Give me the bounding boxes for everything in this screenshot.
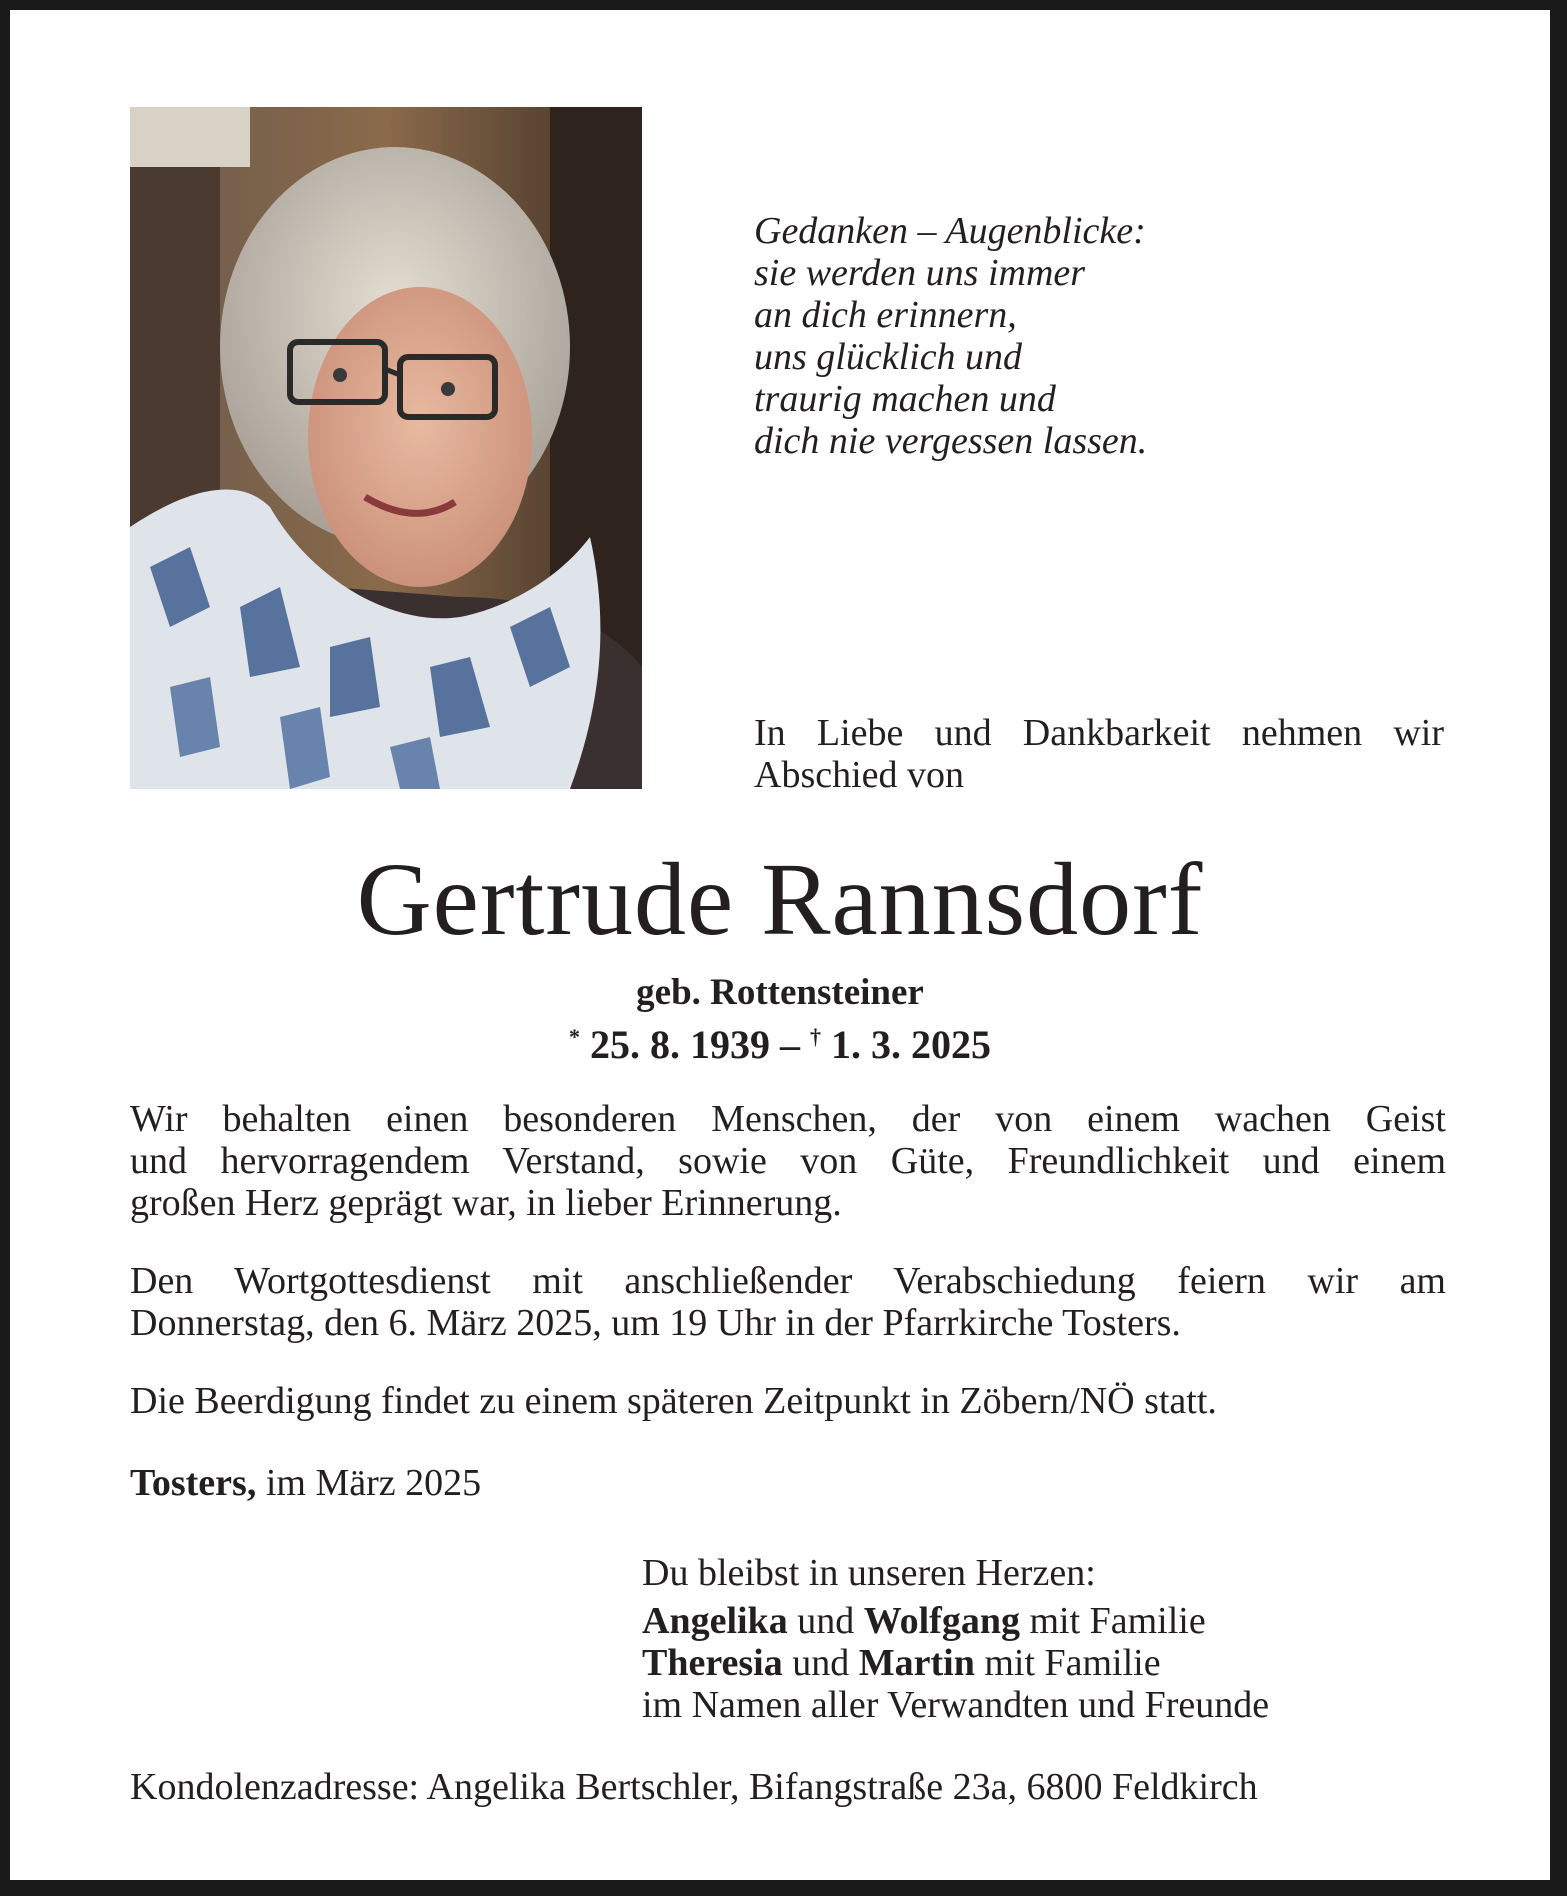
poem-line: sie werden uns immer [754, 252, 1086, 294]
birth-name: geb. Rottensteiner [636, 972, 924, 1013]
poem-line: dich nie vergessen lassen. [754, 420, 1148, 462]
condolence-address: Kondolenzadresse: Angelika Bertschler, Bifangstraße 23a, 6800 Feldkirch [130, 1766, 1258, 1808]
mourners [642, 1552, 1269, 1726]
mourner-name: Martin [858, 1642, 975, 1684]
farewell-intro [754, 712, 1444, 796]
family-suffix: mit Familie [1029, 1600, 1206, 1642]
paragraph-line: Donnerstag, den 6. März 2025, um 19 Uhr in der Pfarrkirche Tosters. [130, 1302, 1181, 1344]
obituary-notice [10, 10, 1550, 1880]
paragraph-line: Die Beerdigung findet zu einem späteren Zeitpunkt in Zöbern/NÖ statt. [130, 1380, 1217, 1422]
service-paragraph [130, 1260, 1446, 1344]
portrait-photo [130, 107, 642, 789]
farewell-intro-line: Abschied von [754, 754, 965, 796]
conjunction: und [792, 1642, 850, 1684]
paragraph-line: Wir behalten einen besonderen Menschen, der von einem wachen Geist [130, 1098, 1446, 1140]
death-date: 1. 3. 2025 [831, 1022, 991, 1067]
mourners-row: im Namen aller Verwandten und Freunde [642, 1684, 1270, 1726]
poem-line: Gedanken – Augenblicke: [754, 210, 1146, 252]
poem-line: an dich erinnern, [754, 294, 1017, 336]
mourners-row [642, 1642, 1269, 1684]
place-date [130, 1462, 481, 1504]
death-symbol: † [810, 1024, 821, 1049]
life-dates [10, 1014, 1550, 1068]
paragraph-line: und hervorragendem Verstand, sowie von Güte, Freundlichkeit und einem [130, 1140, 1446, 1182]
mourner-name: Wolfgang [863, 1600, 1020, 1642]
mourners-row [642, 1600, 1269, 1642]
burial-paragraph [130, 1380, 1446, 1422]
mourner-name: Theresia [642, 1642, 783, 1684]
mourners-intro: Du bleibst in unseren Herzen: [642, 1552, 1096, 1594]
paragraph-line: Den Wortgottesdienst mit anschließender Verabschiedung feiern wir am [130, 1260, 1446, 1302]
poem-line: traurig machen und [754, 378, 1056, 420]
poem [754, 210, 1147, 462]
poem-line: uns glücklich und [754, 336, 1023, 378]
conjunction: und [797, 1600, 855, 1642]
paragraph-line: großen Herz geprägt war, in lieber Erinnerung. [130, 1182, 842, 1224]
place-town: Tosters, [130, 1462, 257, 1504]
mourner-name: Angelika [642, 1600, 788, 1642]
family-suffix: mit Familie [984, 1642, 1161, 1684]
deceased-name: Gertrude Rannsdorf [356, 842, 1204, 957]
date-dash: – [780, 1022, 800, 1067]
remembrance-paragraph [130, 1098, 1446, 1224]
portrait-illustration [130, 107, 642, 789]
place-month: im März 2025 [265, 1462, 482, 1504]
birth-symbol: * [569, 1024, 580, 1049]
birth-date: 25. 8. 1939 [590, 1022, 770, 1067]
farewell-intro-line: In Liebe und Dankbarkeit nehmen wir [754, 712, 1444, 754]
